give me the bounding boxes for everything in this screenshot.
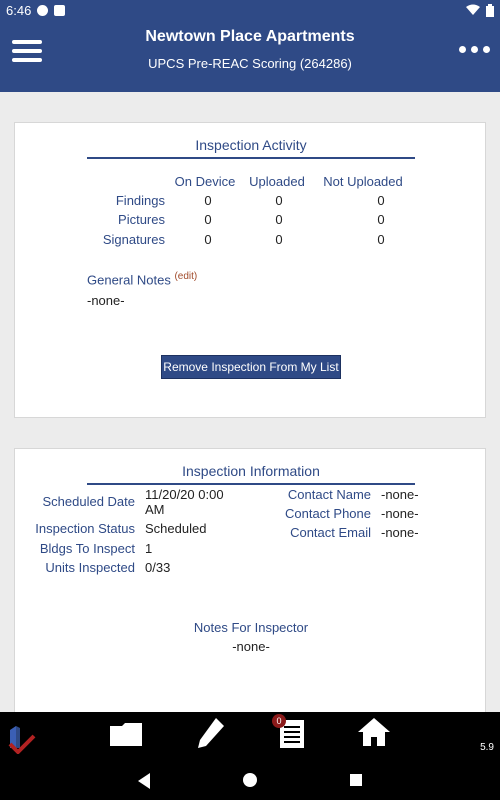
pencil-icon[interactable] — [196, 716, 226, 755]
contact-phone-value: -none- — [381, 506, 419, 521]
home-button-icon[interactable] — [243, 773, 257, 787]
findings-uploaded: 0 — [275, 193, 283, 208]
row-findings-label: Findings — [115, 193, 165, 208]
general-notes-heading — [87, 271, 197, 287]
pictures-on-device: 0 — [204, 212, 212, 227]
pictures-uploaded: 0 — [275, 212, 283, 227]
bldgs-to-inspect-label: Bldgs To Inspect — [39, 541, 135, 556]
units-inspected-value: 0/33 — [145, 560, 171, 575]
inspection-information-title: Inspection Information — [87, 463, 415, 485]
scheduled-date-label: Scheduled Date — [42, 494, 135, 509]
signatures-uploaded: 0 — [275, 232, 283, 247]
page-subtitle: UPCS Pre-REAC Scoring (264286) — [148, 56, 352, 71]
row-signatures-label: Signatures — [102, 232, 165, 247]
home-icon[interactable] — [356, 716, 392, 753]
signatures-on-device: 0 — [204, 232, 212, 247]
findings-not-uploaded: 0 — [377, 193, 385, 208]
notes-for-inspector-value: -none- — [232, 639, 270, 654]
app-logo-icon[interactable] — [6, 724, 36, 759]
inspection-activity-card — [14, 122, 486, 418]
notes-for-inspector-label: Notes For Inspector — [193, 620, 309, 635]
clipboard-list-icon[interactable] — [278, 718, 306, 755]
remove-inspection-button[interactable]: Remove Inspection From My List — [161, 355, 341, 379]
recent-apps-icon[interactable] — [350, 774, 362, 786]
contact-phone-label: Contact Phone — [284, 506, 371, 521]
inspection-information-card — [14, 448, 486, 712]
system-nav-bar — [0, 764, 500, 800]
page-title: Newtown Place Apartments — [145, 28, 355, 45]
back-icon[interactable] — [138, 773, 150, 789]
signatures-not-uploaded: 0 — [377, 232, 385, 247]
bottom-toolbar — [0, 712, 500, 764]
inspection-activity-title: Inspection Activity — [87, 137, 415, 159]
content-area[interactable] — [0, 92, 500, 712]
col-not-uploaded: Not Uploaded — [323, 174, 403, 189]
version-label: 5.9 — [480, 742, 494, 753]
folder-icon[interactable] — [108, 720, 144, 753]
notification-icon — [37, 5, 48, 16]
pictures-not-uploaded: 0 — [377, 212, 385, 227]
row-pictures-label: Pictures — [118, 212, 165, 227]
contact-name-value: -none- — [381, 487, 419, 502]
status-bar — [0, 0, 500, 20]
inspection-status-label: Inspection Status — [35, 521, 135, 536]
contact-email-value: -none- — [381, 525, 419, 540]
more-options-icon[interactable] — [459, 46, 490, 53]
wifi-icon — [466, 4, 480, 16]
general-notes-label: General Notes — [87, 272, 171, 288]
scheduled-date-line1: 11/20/20 0:00 — [145, 487, 224, 502]
status-time: 6:46 — [6, 2, 32, 18]
battery-icon — [486, 4, 494, 17]
units-inspected-label: Units Inspected — [45, 560, 135, 575]
general-notes-value: -none- — [87, 293, 125, 308]
app-bar — [0, 20, 500, 92]
scheduled-date-line2: AM — [145, 502, 165, 517]
findings-on-device: 0 — [204, 193, 212, 208]
col-uploaded: Uploaded — [249, 174, 305, 189]
sd-card-icon — [54, 5, 65, 16]
edit-notes-link[interactable]: (edit) — [174, 271, 198, 282]
col-on-device: On Device — [174, 174, 236, 189]
contact-email-label: Contact Email — [290, 525, 371, 540]
pending-count-badge: 0 — [272, 714, 286, 728]
inspection-status-value: Scheduled — [145, 521, 207, 536]
contact-name-label: Contact Name — [287, 487, 371, 502]
bldgs-to-inspect-value: 1 — [145, 541, 153, 556]
